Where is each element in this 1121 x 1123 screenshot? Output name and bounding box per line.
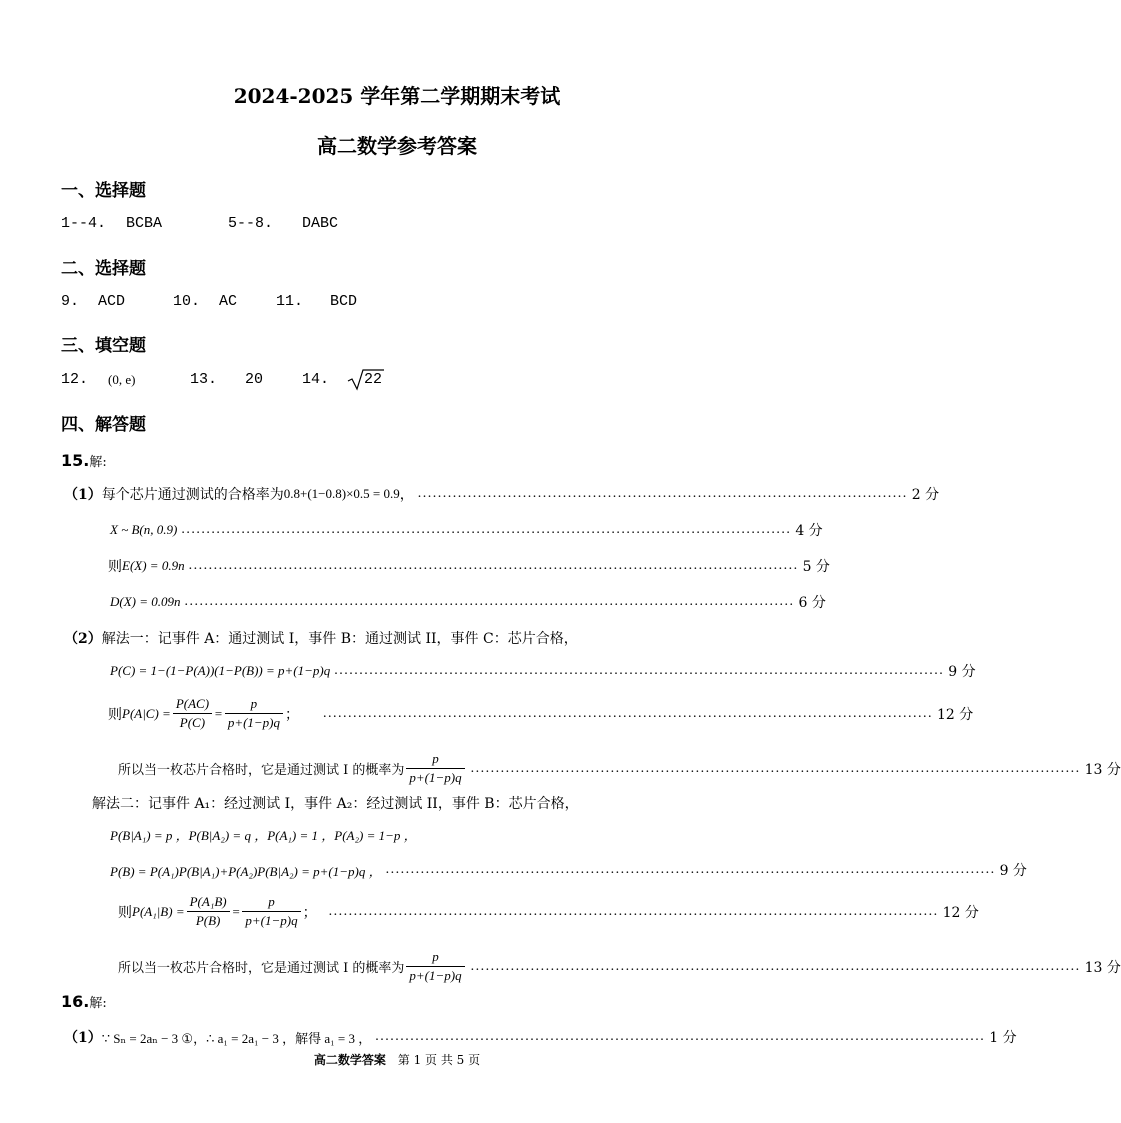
problem-16-header bbox=[61, 992, 107, 1011]
answer-14-sqrt bbox=[346, 367, 386, 395]
footer-doc-name: 高二数学答案 bbox=[313, 1053, 386, 1067]
fraction-numerator: P(A₁B) bbox=[187, 893, 230, 912]
p15-alt-final-score: 13 分 bbox=[1084, 959, 1121, 976]
answer-11: BCD bbox=[330, 293, 358, 310]
p15-part1-text: 每个芯片通过测试的合格率为 bbox=[101, 487, 284, 503]
leader-dots: .......................................................................................................................... bbox=[181, 522, 792, 537]
p15-l2-line bbox=[110, 520, 823, 540]
problem-15-jie: 解: bbox=[89, 455, 107, 470]
page-footer bbox=[0, 1051, 794, 1068]
p15-part1-line bbox=[64, 484, 940, 504]
p16-part1-line bbox=[64, 1027, 1017, 1047]
p15-alt-cond-line bbox=[118, 893, 979, 930]
p15-l2-expr: X ~ B(n, 0.9) bbox=[110, 522, 178, 537]
p15-m3-score: 13 分 bbox=[1084, 761, 1121, 778]
p15-alt-fraction-2 bbox=[242, 893, 300, 930]
p15-alt-probs: P(B|A₁) = p ，P(B|A₂) = q ，P(A₁) = 1 ，P(A₂) = 1−p ， bbox=[110, 828, 417, 843]
leader-dots: .......................................................................................................................... bbox=[334, 663, 945, 678]
fraction-numerator: p bbox=[242, 893, 300, 912]
p15-part2-text: 解法一：记事件 A：通过测试 I，事件 B：通过测试 II，事件 C：芯片合格， bbox=[101, 631, 578, 647]
fraction-numerator: p bbox=[406, 750, 464, 769]
p15-m2-fraction-2 bbox=[225, 695, 283, 732]
answer-13: 20 bbox=[245, 371, 264, 388]
section-heading-choice-2: 二、选择题 bbox=[61, 259, 146, 279]
p15-alt-final-text: 所以当一枚芯片合格时，它是通过测试 I 的概率为 bbox=[118, 961, 405, 976]
problem-15-header bbox=[61, 451, 107, 470]
p15-m1-line bbox=[110, 661, 976, 681]
p15-alt-score: 12 分 bbox=[942, 904, 979, 921]
p15-m2-lhs: P(A|C) = bbox=[122, 705, 171, 721]
leader-dots: .......................................................................................................................... bbox=[470, 760, 1081, 776]
p15-m3-text: 所以当一枚芯片合格时，它是通过测试 I 的概率为 bbox=[118, 763, 405, 778]
answer-5-8: DABC bbox=[302, 215, 339, 232]
fraction-numerator: p bbox=[406, 948, 464, 967]
question-9-number: 9. bbox=[61, 293, 80, 310]
p15-alt-final-line bbox=[118, 948, 1121, 985]
problem-15-number: 15. bbox=[61, 451, 90, 470]
fraction-numerator: p bbox=[225, 695, 283, 714]
p15-m3-line bbox=[118, 750, 1121, 787]
p15-part1-expr: 0.8+(1−0.8)×0.5 = 0.9 bbox=[283, 486, 400, 501]
p15-alt-tail: ； bbox=[302, 904, 317, 921]
p16-part1-expr: ∵ Sₙ = 2aₙ − 3 ①，∴ a₁ = 2a₁ − 3 ，解得 a₁ = 3 ， bbox=[101, 1030, 372, 1046]
p15-alt-ze: 则 bbox=[118, 904, 132, 921]
answer-range-5-8: 5--8. bbox=[228, 215, 274, 232]
leader-dots: .................................................................................................. bbox=[417, 486, 908, 501]
fraction-denominator: p+(1−p)q bbox=[245, 913, 298, 928]
leader-dots: .......................................................................................................................... bbox=[323, 705, 934, 721]
p16-part1-label: （1） bbox=[64, 1030, 102, 1046]
leader-dots: .......................................................................................................................... bbox=[470, 958, 1081, 974]
answer-14-radicand: 22 bbox=[364, 371, 383, 388]
p15-part1-label: （1） bbox=[64, 487, 102, 503]
answer-1-4: BCBA bbox=[126, 215, 163, 232]
p15-l4-expr: D(X) = 0.09n bbox=[110, 594, 181, 609]
p15-alt-total-line bbox=[110, 860, 1027, 880]
p15-m2-score: 12 分 bbox=[937, 706, 974, 723]
problem-16-number: 16. bbox=[61, 992, 90, 1011]
p15-l3-ze: 则 bbox=[108, 559, 122, 575]
p15-l4-line bbox=[110, 592, 826, 612]
footer-page-number: 第 1 页 共 5 页 bbox=[397, 1053, 481, 1067]
p15-l3-expr: E(X) = 0.9n bbox=[122, 558, 185, 573]
p15-m2-line bbox=[108, 695, 974, 732]
problem-16-jie: 解: bbox=[89, 996, 107, 1011]
p16-part1-score: 1 分 bbox=[989, 1030, 1017, 1046]
fraction-denominator: p+(1−p)q bbox=[409, 770, 462, 785]
section-heading-solve: 四、解答题 bbox=[61, 415, 146, 435]
answer-12: (0, e) bbox=[108, 372, 136, 387]
p15-m1-score: 9 分 bbox=[948, 664, 976, 680]
leader-dots: .......................................................................................................................... bbox=[375, 1029, 986, 1044]
document-title: 2024-2025 学年第二学期期末考试 bbox=[233, 84, 561, 108]
p15-m2-eq: = bbox=[214, 705, 223, 721]
fraction-denominator: P(C) bbox=[179, 715, 206, 730]
p15-l3-score: 5 分 bbox=[802, 559, 830, 575]
p15-alt-eq: = bbox=[231, 903, 241, 919]
answer-range-1-4: 1--4. bbox=[61, 215, 107, 232]
p15-m2-ze: 则 bbox=[108, 706, 122, 723]
p15-alt-total: P(B) = P(A₁)P(B|A₁)+P(A₂)P(B|A₂) = p+(1−p)q ， bbox=[110, 863, 382, 879]
leader-dots: .......................................................................................................................... bbox=[188, 558, 799, 573]
question-10-number: 10. bbox=[173, 293, 201, 310]
question-11-number: 11. bbox=[276, 293, 304, 310]
p15-l2-score: 4 分 bbox=[795, 523, 823, 539]
answer-9: ACD bbox=[98, 293, 126, 310]
p15-part1-score: 2 分 bbox=[911, 487, 940, 503]
leader-dots: .......................................................................................................................... bbox=[385, 862, 996, 877]
question-14-number: 14. bbox=[302, 371, 330, 388]
p15-part2-label: （2） bbox=[64, 631, 102, 647]
fraction-numerator: P(AC) bbox=[173, 695, 212, 714]
question-13-number: 13. bbox=[190, 371, 218, 388]
p15-alt-total-score: 9 分 bbox=[999, 863, 1027, 879]
p15-alt-fraction-1 bbox=[187, 893, 230, 930]
p15-part2-line bbox=[64, 628, 578, 648]
section-heading-choice-1: 一、选择题 bbox=[61, 181, 146, 201]
fraction-denominator: p+(1−p)q bbox=[227, 715, 281, 730]
section-heading-fill: 三、填空题 bbox=[61, 336, 146, 356]
document-subtitle: 高二数学参考答案 bbox=[317, 134, 477, 158]
p15-part1-tail: ， bbox=[399, 487, 414, 503]
fraction-denominator: P(B) bbox=[195, 913, 221, 928]
leader-dots: .......................................................................................................................... bbox=[328, 903, 939, 919]
p15-l3-line bbox=[108, 556, 830, 576]
p15-alt-text: 解法二：记事件 A₁：经过测试 I，事件 A₂：经过测试 II，事件 B：芯片合格， bbox=[92, 796, 579, 812]
question-12-number: 12. bbox=[61, 371, 89, 388]
fraction-denominator: p+(1−p)q bbox=[409, 968, 462, 983]
p15-m3-fraction bbox=[406, 750, 464, 787]
p15-m2-tail: ； bbox=[285, 706, 300, 723]
p15-alt-final-fraction bbox=[406, 948, 464, 985]
p15-l4-score: 6 分 bbox=[798, 595, 826, 611]
answer-10: AC bbox=[219, 293, 238, 310]
p15-m1-expr: P(C) = 1−(1−P(A))(1−P(B)) = p+(1−p)q bbox=[110, 663, 331, 678]
leader-dots: .......................................................................................................................... bbox=[184, 594, 795, 609]
p15-alt-lhs: P(A₁|B) = bbox=[132, 903, 185, 919]
p15-m2-fraction-1 bbox=[173, 695, 212, 732]
